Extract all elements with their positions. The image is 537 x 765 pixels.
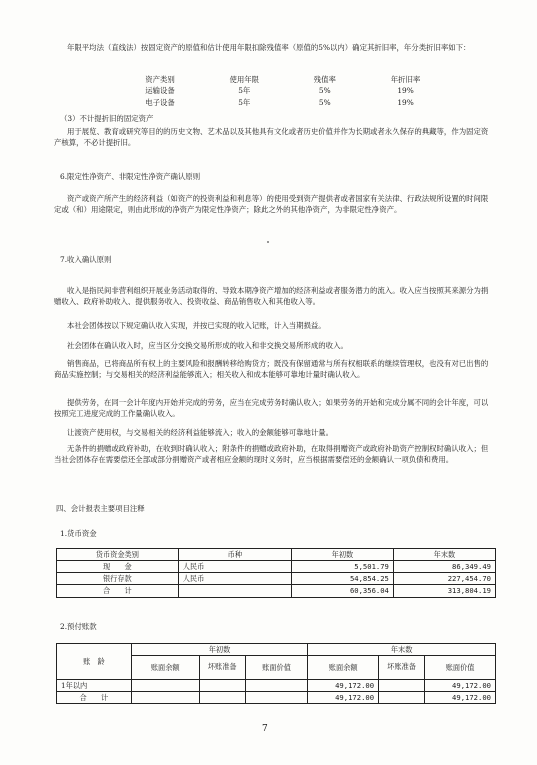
section-paragraph: 无条件的捐赠或政府补助，在收到时确认收入；附条件的捐赠或政府补助，在取得捐赠资产或政府补助资产控制权时确认收入；但当社会团体存在需要偿还全部或部分捐赠资产或者相应金额的现时义务时，应当根据需要偿还的金额确认一项负债和费用。 (54, 444, 489, 465)
table-cell (245, 680, 308, 692)
table-cell (379, 692, 425, 704)
table-cell: 49,172.00 (425, 692, 496, 704)
table-cell: 5% (318, 86, 331, 96)
section-paragraph: 销售商品，已将商品所有权上的主要风险和报酬转移给购货方；既没有保留通常与所有权相联系的继续管理权，也没有对已出售的商品实施控制；与交易相关的经济利益能够流入；相关收入和成本能够可靠地计量时确认收入。 (54, 359, 489, 380)
table-cell: 1年以内 (57, 680, 132, 692)
section-paragraph: 资产或资产所产生的经济利益（如资产的投资利益和利息等）的使用受到资产提供者或者国家有关法律、行政法规所设置的时间限定或（和）用途限定，则由此形成的净资产为限定性净资产；除此之外的其他净资产，为非限定性净资产。 (54, 194, 489, 215)
table-cell: 人民币 (178, 573, 291, 585)
table-row (57, 692, 496, 704)
table-cell: 运输设备 (145, 86, 175, 96)
table-cell: 5年 (238, 97, 251, 107)
header-cell: 残值率 (313, 75, 336, 84)
table-cell: 现 金 (57, 561, 179, 573)
table-cell: 313,804.19 (393, 585, 495, 597)
table-row (57, 561, 496, 573)
table-cell: 5% (318, 97, 331, 107)
header-cell: 年折旧率 (390, 75, 421, 84)
table-cell: 5年 (238, 86, 251, 96)
header-cell: 年初数 (131, 644, 308, 656)
table-cell (245, 692, 308, 704)
section-paragraph: 本社会团体按以下规定确认收入实现，并按已实现的收入记账，计入当期损益。 (67, 321, 326, 330)
table-cell: 60,356.04 (292, 585, 394, 597)
table-cell (131, 692, 199, 704)
table-cell: 电子设备 (145, 97, 175, 107)
header-cell: 资产类别 (145, 75, 175, 84)
section-heading: 6.限定性净资产、非限定性净资产确认原则 (60, 172, 201, 181)
header-cell: 年初数 (292, 549, 394, 561)
header-cell: 账面余额 (131, 656, 199, 680)
section-heading: 7.收入确认原则 (60, 255, 112, 264)
depreciation-table (116, 74, 446, 108)
table-row (116, 85, 446, 96)
depreciation-header-row (116, 74, 446, 85)
table-row (57, 585, 496, 597)
prepayment-table (56, 643, 496, 704)
section-heading: （3）不计提折旧的固定资产 (60, 114, 154, 123)
table-row (57, 680, 496, 692)
table-row (57, 573, 496, 585)
table-cell (131, 680, 199, 692)
header-cell: 账 龄 (57, 644, 132, 680)
table-cell: 合 计 (57, 692, 132, 704)
section-heading: 四、会计报表主要项目注释 (56, 504, 145, 513)
table-cell: 49,172.00 (425, 680, 496, 692)
prepayment-group-header-row (57, 644, 496, 656)
section-paragraph: 收入是指民间非营利组织开展业务活动取得的、导致本期净资产增加的经济利益或者服务潜力的流入。收入应当按照其来源分为捐赠收入、政府补助收入、提供服务收入、投资收益、商品销售收入和其他收入等。 (54, 286, 489, 307)
table-cell (178, 585, 291, 597)
table-cell (199, 680, 245, 692)
table-cell: 227,454.70 (393, 573, 495, 585)
scan-speck (267, 241, 269, 243)
table-cell (199, 692, 245, 704)
table-cell: 5,501.79 (292, 561, 394, 573)
table-row (116, 97, 446, 108)
table-cell: 19% (397, 97, 414, 107)
header-cell: 币种 (178, 549, 291, 561)
subsection-heading: 1.货币资金 (60, 529, 97, 538)
header-cell: 年末数 (308, 644, 496, 656)
header-cell: 账面余额 (308, 656, 379, 680)
table-cell: 86,349.49 (393, 561, 495, 573)
table-cell: 人民币 (178, 561, 291, 573)
page-number: 7 (262, 724, 268, 734)
header-cell: 账面价值 (245, 656, 308, 680)
table-cell: 49,172.00 (308, 680, 379, 692)
section-paragraph: 提供劳务，在同一会计年度内开始并完成的劳务，应当在完成劳务时确认收入；如果劳务的开始和完成分属不同的会计年度，可以按照完工进度完成的工作量确认收入。 (54, 398, 489, 419)
section-paragraph: 用于展览、教育或研究等目的的历史文物、艺术品以及其他具有文化或者历史价值并作为长期或者永久保存的典藏等，作为固定资产核算，不必计提折旧。 (54, 127, 489, 148)
table-cell: 49,172.00 (308, 692, 379, 704)
cash-table (56, 548, 496, 598)
table-cell (379, 680, 425, 692)
table-cell: 19% (397, 86, 414, 96)
cash-header-row (57, 549, 496, 561)
section-paragraph: 让渡资产使用权，与交易相关的经济利益能够流入；收入的金额能够可靠地计量。 (67, 428, 334, 437)
header-cell: 坏账准备 (379, 656, 425, 680)
subsection-heading: 2.预付账款 (60, 622, 97, 631)
header-cell: 年末数 (393, 549, 495, 561)
table-cell: 银行存款 (57, 573, 179, 585)
header-cell: 账面价值 (425, 656, 496, 680)
table-cell: 54,854.25 (292, 573, 394, 585)
header-cell: 坏账准备 (199, 656, 245, 680)
header-cell: 货币资金类别 (57, 549, 179, 561)
intro-paragraph: 年限平均法（直线法）按固定资产的原值和估计使用年限扣除残值率（原值的5%以内）确定其折旧率，年分类折旧率如下： (67, 43, 471, 52)
section-paragraph: 社会团体在确认收入时，应当区分交换交易所形成的收入和非交换交易所形成的收入。 (67, 341, 348, 350)
header-cell: 使用年限 (229, 75, 260, 84)
table-cell: 合 计 (57, 585, 179, 597)
